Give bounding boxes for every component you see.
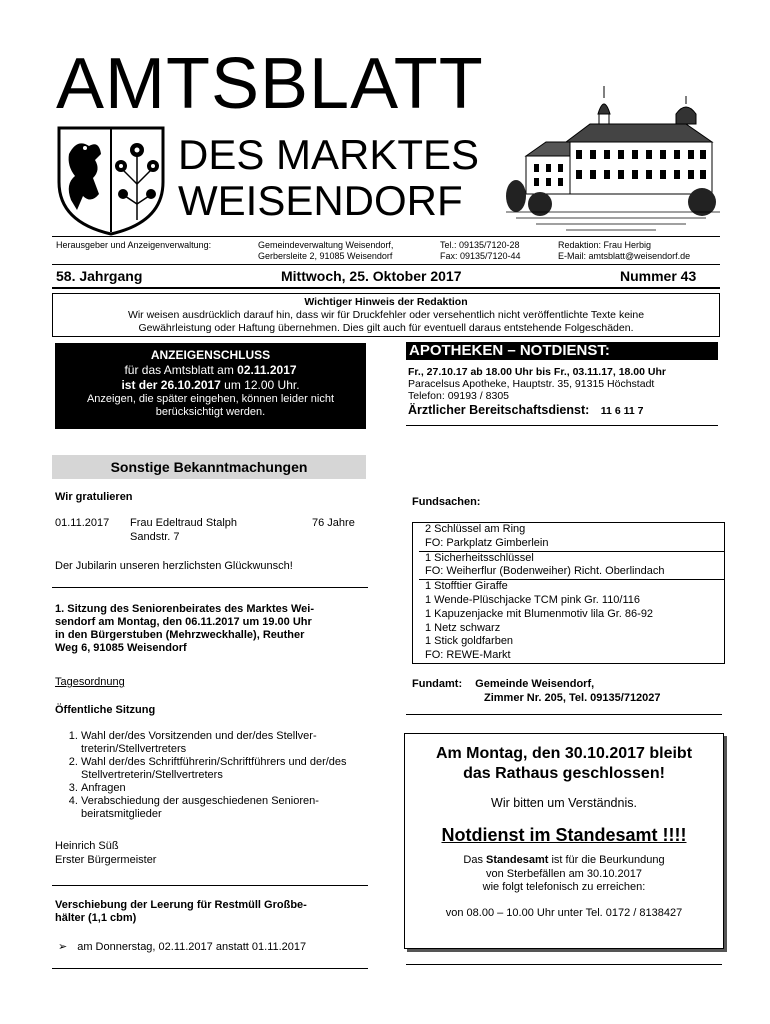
lost-item-line: 2 Schlüssel am Ring	[425, 523, 526, 535]
coat-of-arms-icon	[55, 124, 167, 236]
senior-line-3: in den Bürgerstuben (Mehrzweckhalle), Reuther	[55, 629, 305, 641]
pharmacy-info	[408, 366, 666, 419]
castle-drawing-icon	[506, 84, 720, 234]
lost-office-line1: Gemeinde Weisendorf,	[475, 678, 595, 690]
registry-title: Notdienst im Standesamt !!!!	[441, 825, 687, 845]
lost-items-box	[412, 522, 725, 664]
waste-line-2: hälter (1,1 cbm)	[55, 912, 137, 924]
congrats-name: Frau Edeltraud Stalph	[130, 517, 238, 529]
public-session-label: Öffentliche Sitzung	[55, 704, 156, 716]
rule-waste	[52, 968, 368, 969]
registry-l1-post: ist für die Beurkundung	[548, 854, 665, 866]
pharmacy-phone: Telefon: 09193 / 8305	[408, 390, 510, 402]
lost-item-line: 1 Wende-Plüschjacke TCM pink Gr. 110/116	[425, 593, 641, 606]
congrats-heading: Wir gratulieren	[55, 491, 133, 503]
masthead-subtitle-2: WEISENDORF	[178, 177, 463, 224]
waste-item-text: am Donnerstag, 02.11.2017 anstatt 01.11.2017	[77, 941, 307, 953]
lost-item-line: 1 Kapuzenjacke mit Blumenmotiv lila Gr. 86-92	[425, 607, 654, 620]
senior-line-1: 1. Sitzung des Seniorenbeirates des Marktes Wei-	[55, 603, 314, 615]
rule-issue-top	[52, 264, 720, 265]
registry-l1-bold: Standesamt	[486, 854, 549, 866]
editorial-notice	[52, 293, 720, 337]
rule-closure	[406, 964, 722, 965]
rule-issue-bottom	[52, 287, 720, 289]
masthead-subtitle-1: DES MARKTES	[178, 131, 480, 178]
registry-line-2: von Sterbefällen am 30.10.2017	[486, 867, 642, 880]
arrow-bullet-icon: ➢	[58, 941, 68, 953]
waste-item	[58, 941, 306, 954]
agenda-item: 2. Wahl der/des Schriftführerin/Schriftführers und der/des Stellvertreterin/Stellvertreters	[81, 756, 366, 782]
pharmacy-period: Fr., 27.10.17 ab 18.00 Uhr bis Fr., 03.11.17, 18.00 Uhr	[408, 366, 666, 378]
ad-deadline-line3: Anzeigen, die später eingehen, können leider nicht	[86, 393, 335, 405]
closure-line-2: das Rathaus geschlossen!	[463, 765, 665, 782]
signer-name: Heinrich Süß	[55, 840, 119, 852]
publisher-email: E-Mail: amtsblatt@weisendorf.de	[558, 251, 691, 261]
ad-deadline-line1: für das Amtsblatt am	[124, 363, 238, 377]
ad-deadline-line2: ist der 26.10.2017	[121, 378, 221, 392]
closure-understanding: Wir bitten um Verständnis.	[491, 796, 637, 810]
masthead-title: AMTSBLATT	[56, 44, 484, 124]
closure-line-1: Am Montag, den 30.10.2017 bleibt	[435, 745, 693, 762]
registry-l1-pre: Das	[463, 854, 487, 866]
signer-title: Erster Bürgermeister	[55, 854, 157, 866]
ad-deadline-title: ANZEIGENSCHLUSS	[150, 348, 271, 362]
senior-line-4: Weg 6, 91085 Weisendorf	[55, 642, 187, 654]
closure-box	[404, 733, 724, 949]
rule-top	[52, 236, 720, 237]
congrats-age: 76 Jahre	[312, 517, 355, 529]
ad-deadline-line4: berücksichtigt werden.	[155, 406, 266, 418]
ad-deadline-box	[55, 343, 366, 429]
ad-deadline-date: 02.11.2017	[237, 363, 297, 377]
congrats-wish: Der Jubilarin unseren herzlichsten Glückwunsch!	[55, 560, 293, 572]
lost-heading: Fundsachen:	[412, 496, 481, 508]
publisher-address-1: Gemeindeverwaltung Weisendorf,	[258, 240, 394, 250]
publisher-editor: Redaktion: Frau Herbig	[558, 240, 652, 250]
congrats-date: 01.11.2017	[55, 517, 110, 529]
lost-item-line: 1 Stofftier Giraffe	[419, 579, 724, 594]
doctor-number: 11 6 11 7	[600, 405, 644, 417]
lost-office	[412, 678, 594, 691]
waste-title	[55, 899, 366, 925]
agenda-item: 4. Verabschiedung der ausgeschiedenen Senioren-beiratsmitglieder	[81, 795, 366, 821]
ad-deadline-time: um 12.00 Uhr.	[220, 378, 300, 392]
publisher-tel: Tel.: 09135/7120-28	[440, 240, 520, 250]
rule-pharmacy	[406, 425, 718, 426]
congrats-street: Sandstr. 7	[130, 531, 180, 543]
senior-line-2: sendorf am Montag, den 06.11.2017 um 19.00 Uhr	[55, 616, 312, 628]
rule-senior	[52, 885, 368, 886]
lost-item-line: FO: Parkplatz Gimberlein	[425, 536, 549, 549]
notice-title: Wichtiger Hinweis der Redaktion	[304, 296, 468, 308]
registry-line-3: wie folgt telefonisch zu erreichen:	[482, 881, 646, 893]
lost-item-line: 1 Stick goldfarben	[425, 635, 514, 648]
pharmacy-title: APOTHEKEN – NOTDIENST:	[406, 342, 718, 360]
registry-hours: von 08.00 – 10.00 Uhr unter Tel. 0172 / 8138427	[445, 906, 683, 919]
agenda-item: 3. Anfragen	[81, 782, 366, 795]
rule-congrats	[52, 587, 368, 588]
publisher-address-2: Gerbersleite 2, 91085 Weisendorf	[258, 251, 393, 261]
notice-line-1: Wir weisen ausdrücklich darauf hin, dass wir für Druckfehler oder versehentlich nicht veröffentlichte Texte keine	[127, 309, 645, 321]
rule-lost	[406, 714, 722, 715]
publisher-label: Herausgeber und Anzeigenverwaltung:	[56, 240, 212, 250]
lost-item-line: FO: REWE-Markt	[425, 649, 511, 662]
lost-item-line: 1 Sicherheitsschlüssel	[419, 551, 724, 566]
notice-line-2: Gewährleistung oder Haftung übernehmen. Dies gilt auch für eventuell daraus entstehende Folgeschäden.	[138, 322, 634, 334]
lost-item-line: 1 Netz schwarz	[425, 621, 501, 634]
doctor-label: Ärztlicher Bereitschaftsdienst:	[408, 403, 590, 417]
issue-volume: 58. Jahrgang	[56, 268, 143, 284]
section-title: Sonstige Bekanntmachungen	[52, 455, 366, 479]
agenda-list	[55, 730, 366, 821]
agenda-label: Tagesordnung	[55, 676, 125, 688]
lost-office-line2: Zimmer Nr. 205, Tel. 09135/712027	[484, 692, 661, 704]
issue-date: Mittwoch, 25. Oktober 2017	[281, 268, 462, 284]
lost-item-line: FO: Weiherflur (Bodenweiher) Richt. Oberlindach	[425, 565, 665, 578]
waste-line-1: Verschiebung der Leerung für Restmüll Großbe-	[55, 899, 307, 911]
pharmacy-name: Paracelsus Apotheke, Hauptstr. 35, 91315 Höchstadt	[408, 378, 655, 390]
senior-meeting-title	[55, 603, 366, 655]
publisher-fax: Fax: 09135/7120-44	[440, 251, 521, 261]
agenda-item: 1. Wahl der/des Vorsitzenden und der/des Stellver-treterin/Stellvertreters	[81, 730, 366, 756]
issue-number: Nummer 43	[620, 268, 697, 284]
lost-office-label: Fundamt:	[412, 678, 463, 690]
